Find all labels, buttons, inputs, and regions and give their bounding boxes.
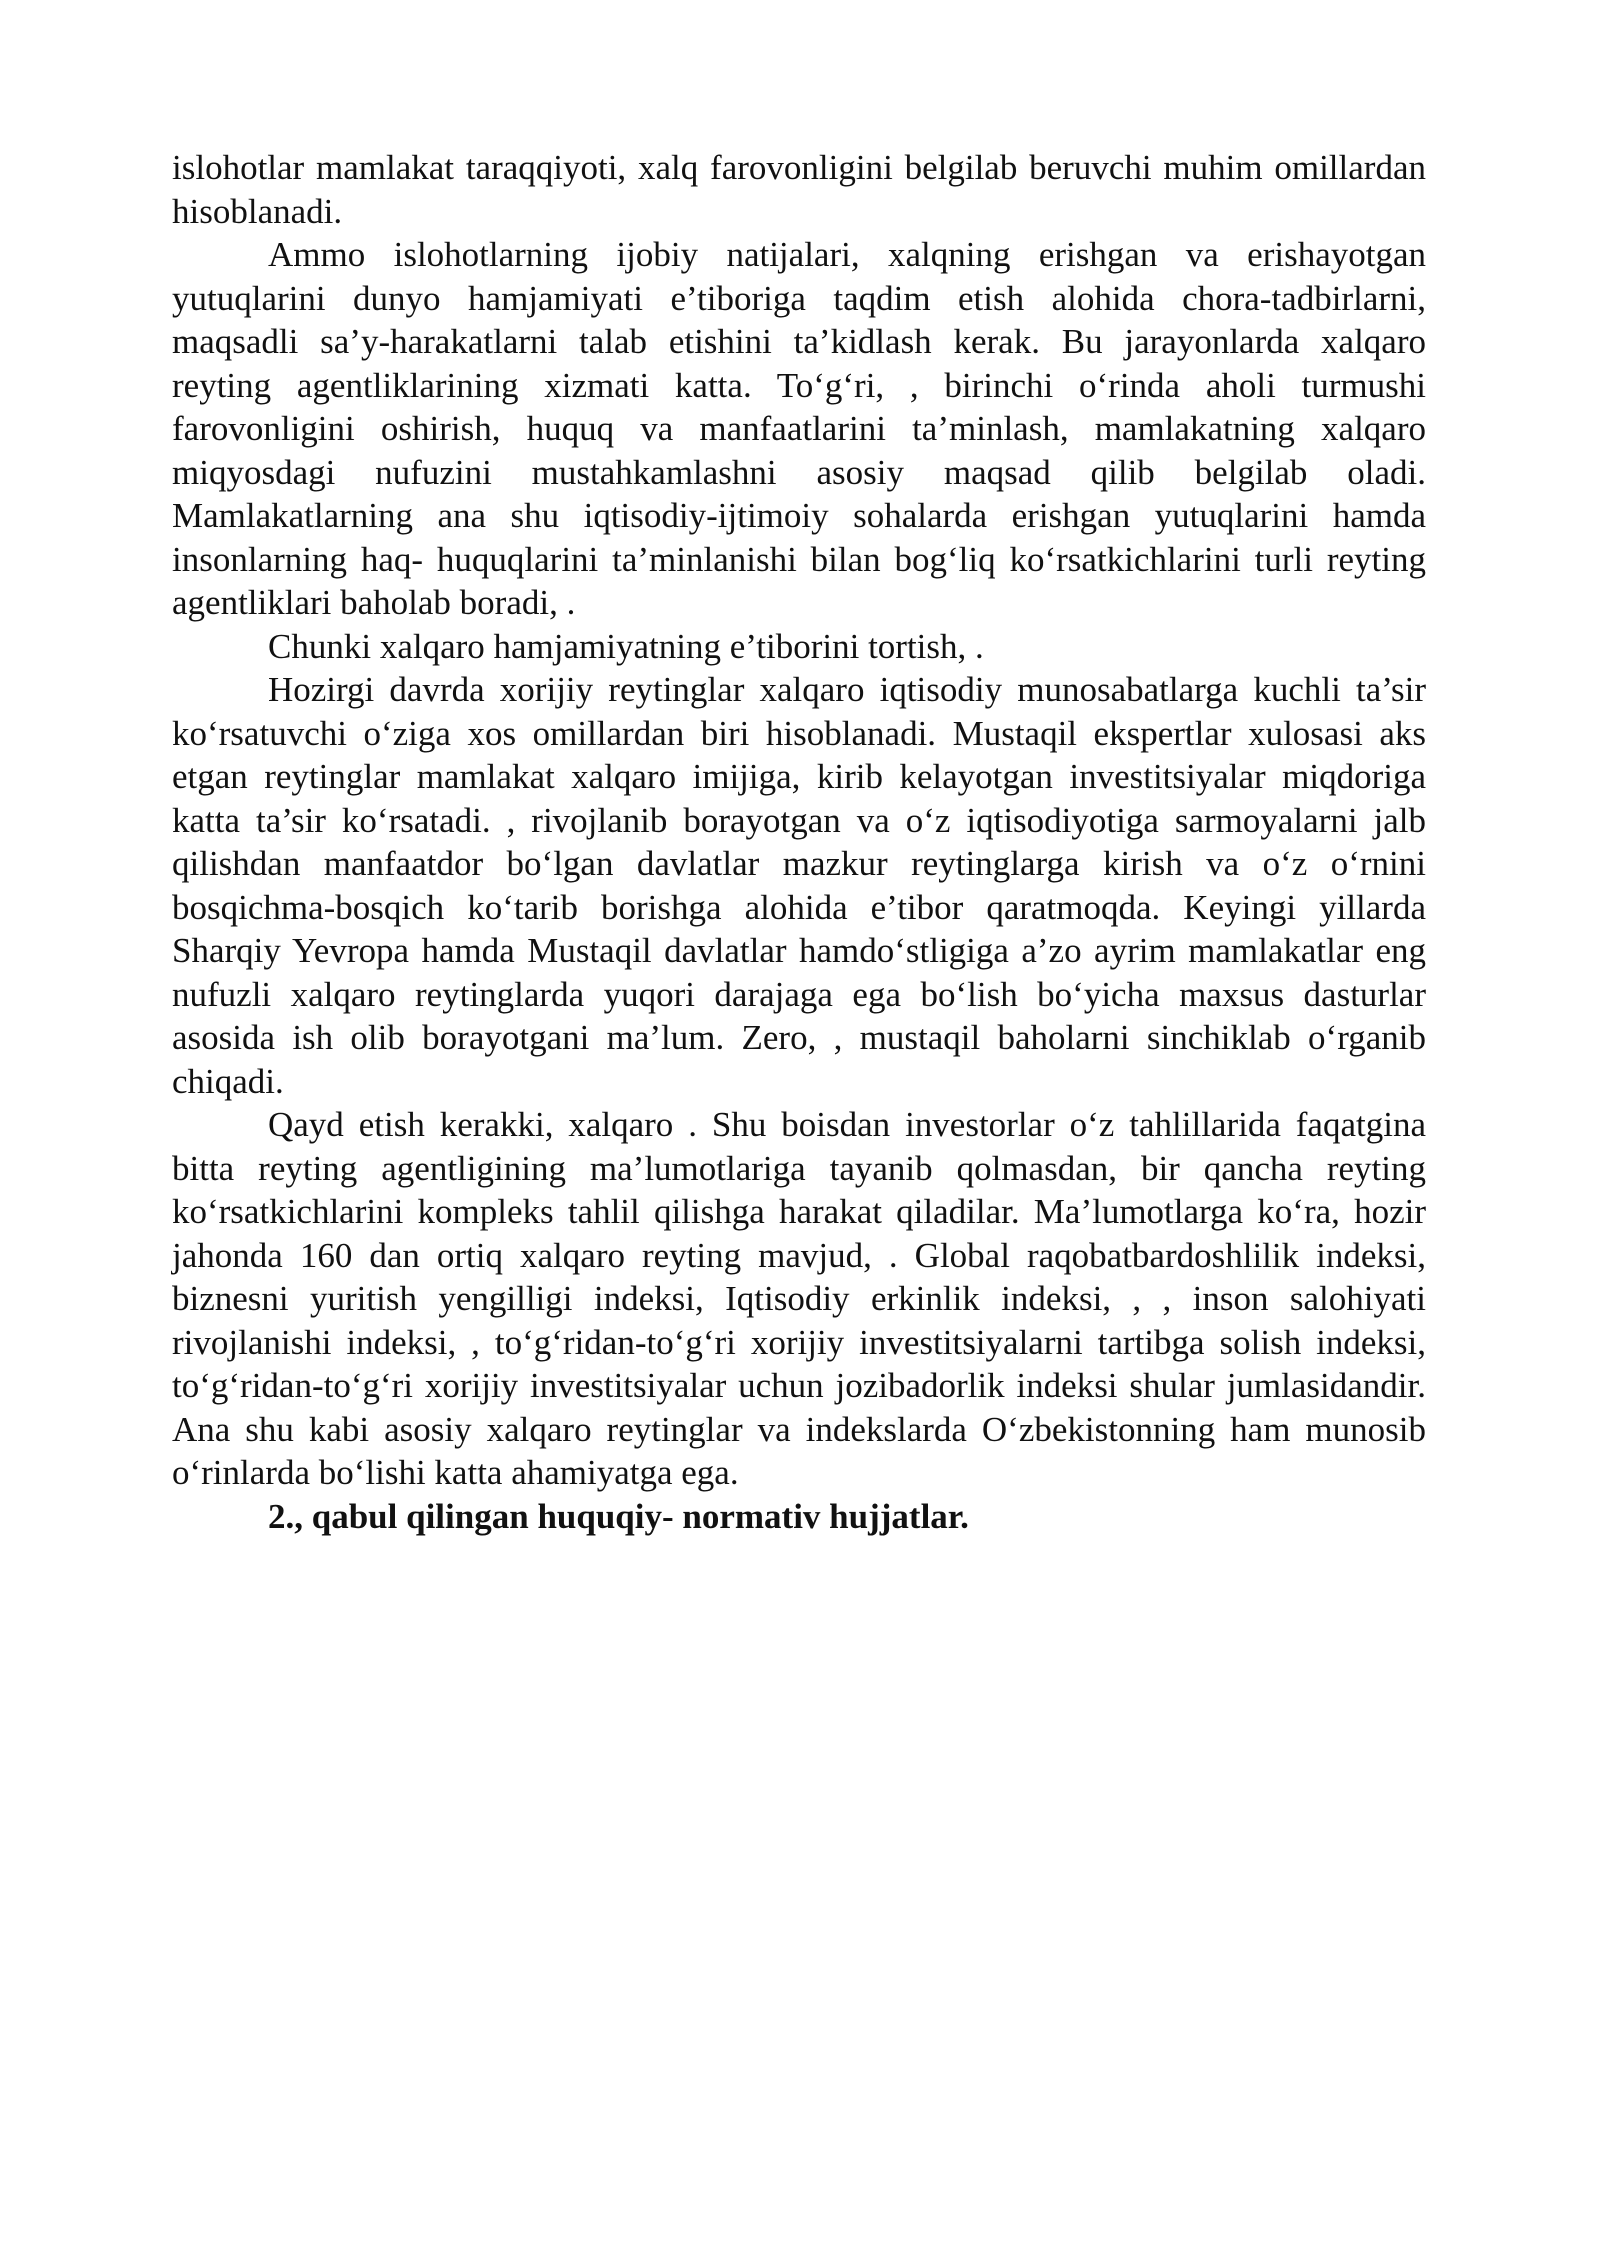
paragraph-reforms-results: Ammo islohotlarning ijobiy natijalari, xalqning erishgan va erishayotgan yutuqlarini dunyo hamjamiyati e’tiboriga taqdim etish alohida chora-tadbirlarni, maqsadli sa’y-harakatlarni talab etishini ta’kidlash kerak. Bu jarayonlarda xalqaro reyting agentliklarining xizmati katta. To‘g‘ri, , birinchi o‘rinda aholi turmushi farovonligini oshirish, huquq va manfaatlarini ta’minlash, mamlakatning xalqaro miqyosdagi nufuzini mustahkamlashni asosiy maqsad qilib belgilab oladi. Mamlakatlarning ana shu iqtisodiy-ijtimoiy sohalarda erishgan yutuqlarini hamda insonlarning haq- huquqlarini ta’minlanishi bilan bog‘liq ko‘rsatkichlarini turli reyting agentliklari baholab boradi, . bbox=[172, 235, 1426, 622]
document-page bbox=[172, 146, 1426, 1538]
paragraph-foreign-ratings: Hozirgi davrda xorijiy reytinglar xalqaro iqtisodiy munosabatlarga kuchli ta’sir ko‘rsatuvchi o‘ziga xos omillardan biri hisoblanadi. Mustaqil ekspertlar xulosasi aks etgan reytinglar mamlakat xalqaro imijiga, kirib kelayotgan investitsiyalar miqdoriga katta ta’sir ko‘rsatadi. , rivojlanib borayotgan va o‘z iqtisodiyotiga sarmoyalarni jalb qilishdan manfaatdor bo‘lgan davlatlar mazkur reytinglarga kirish va o‘z o‘rnini bosqichma-bosqich ko‘tarib borishga alohida e’tibor qaratmoqda. Keyingi yillarda Sharqiy Yevropa hamda Mustaqil davlatlar hamdo‘stligiga a’zo ayrim mamlakatlar eng nufuzli xalqaro reytinglarda yuqori darajaga ega bo‘lish bo‘yicha maxsus dasturlar asosida ish olib borayotgani ma’lum. Zero, , mustaqil baholarni sinchiklab o‘rganib chiqadi. bbox=[172, 670, 1426, 1101]
section-heading: 2., qabul qilingan huquqiy- normativ hujjatlar. bbox=[268, 1496, 969, 1536]
paragraph-international-attention: Chunki xalqaro hamjamiyatning e’tiborini tortish, . bbox=[268, 626, 984, 666]
paragraph-investors-ratings: Qayd etish kerakki, xalqaro . Shu boisdan investorlar o‘z tahlillarida faqatgina bitta reyting agentligining ma’lumotlariga tayanib qolmasdan, bir qancha reyting ko‘rsatkichlarini kompleks tahlil qilishga harakat qiladilar. Ma’lumotlarga ko‘ra, hozir jahonda 160 dan ortiq xalqaro reyting mavjud, . Global raqobatbardoshlilik indeksi, biznesni yuritish yengilligi indeksi, Iqtisodiy erkinlik indeksi, , , inson salohiyati rivojlanishi indeksi, , to‘g‘ridan-to‘g‘ri xorijiy investitsiyalarni tartibga solish indeksi, to‘g‘ridan-to‘g‘ri xorijiy investitsiyalar uchun jozibadorlik indeksi shular jumlasidandir. Ana shu kabi asosiy xalqaro reytinglar va indekslarda O‘zbekistonning ham munosib o‘rinlarda bo‘lishi katta ahamiyatga ega. bbox=[172, 1105, 1426, 1492]
paragraph-continuation: islohotlar mamlakat taraqqiyoti, xalq farovonligini belgilab beruvchi muhim omillardan hisoblanadi. bbox=[172, 148, 1426, 231]
